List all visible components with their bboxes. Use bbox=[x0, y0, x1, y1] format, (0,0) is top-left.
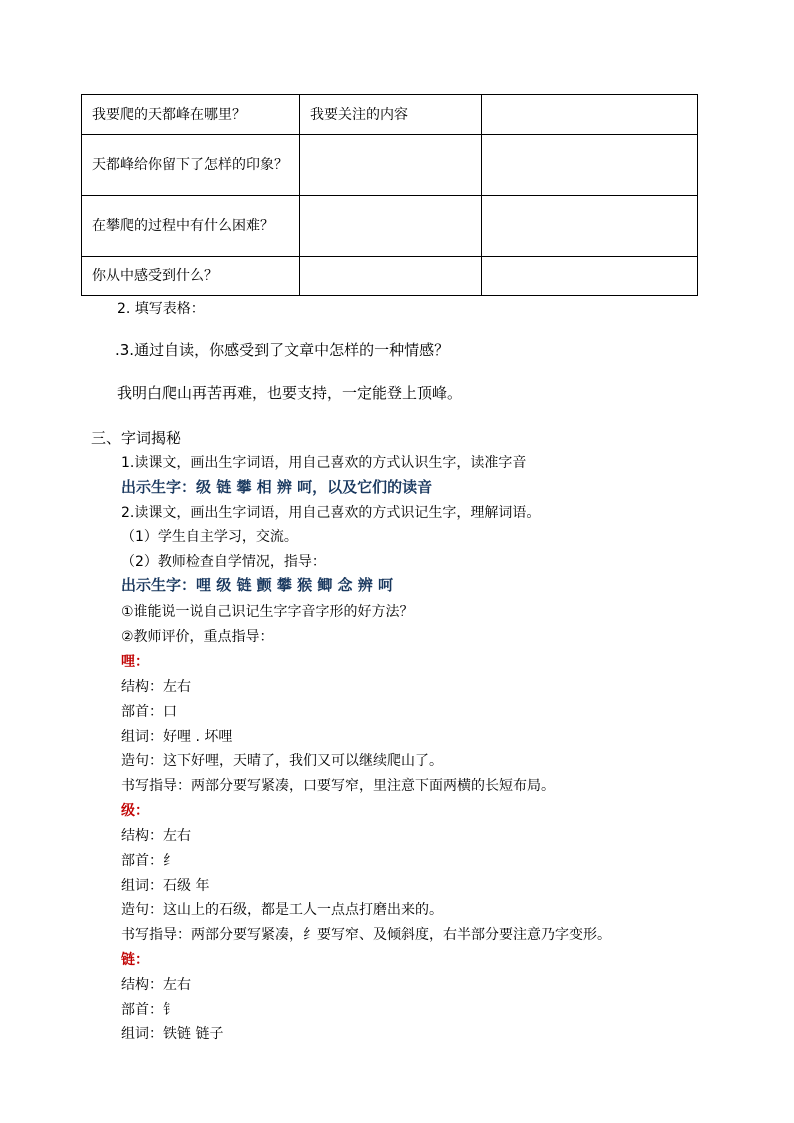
question-3: .3.通过自读，你感受到了文章中怎样的一种情感？ bbox=[115, 341, 450, 359]
show-characters-1: 出示生字：级 链 攀 相 辨 呵，以及它们的读音 bbox=[121, 478, 433, 496]
step-2-2: （2）教师检查自学情况，指导： bbox=[121, 554, 326, 570]
answer-3: 我明白爬山再苦再难，也要支持，一定能登上顶峰。 bbox=[117, 384, 463, 402]
char-line: 书写指导：两部分要写紧凑，纟要写窄、及倾斜度，右半部分要注意乃字变形。 bbox=[121, 927, 611, 943]
char-line: 结构：左右 bbox=[121, 828, 191, 844]
char-line: 结构：左右 bbox=[121, 679, 191, 695]
method-2: ②教师评价，重点指导： bbox=[121, 629, 274, 645]
table-cell bbox=[482, 196, 698, 257]
step-2: 2.读课文，画出生字词语，用自己喜欢的方式识记生字，理解词语。 bbox=[121, 505, 541, 521]
table-cell bbox=[482, 95, 698, 135]
section-heading: 三、字词揭秘 bbox=[91, 429, 182, 447]
table-cell: 天都峰给你留下了怎样的印象？ bbox=[82, 135, 300, 196]
char-line: 组词：石级 年 bbox=[121, 878, 210, 894]
char-heading: 级： bbox=[121, 803, 149, 819]
char-line: 部首：钅 bbox=[121, 1002, 177, 1018]
table-cell: 我要关注的内容 bbox=[300, 95, 482, 135]
table-cell bbox=[482, 257, 698, 296]
table-row bbox=[82, 196, 698, 257]
char-line: 部首：纟 bbox=[121, 853, 177, 869]
table-cell: 你从中感受到什么？ bbox=[82, 257, 300, 296]
fill-table-instruction: 2. 填写表格： bbox=[117, 301, 205, 317]
char-heading: 哩： bbox=[121, 654, 149, 670]
char-line: 组词：好哩 . 坏哩 bbox=[121, 729, 233, 745]
table-row bbox=[82, 135, 698, 196]
table-cell bbox=[300, 135, 482, 196]
step-2-1: （1）学生自主学习，交流。 bbox=[121, 529, 298, 545]
table-row bbox=[82, 95, 698, 135]
table-row bbox=[82, 257, 698, 296]
show-characters-2: 出示生字：哩 级 链 颤 攀 猴 鲫 念 辨 呵 bbox=[121, 576, 394, 594]
char-line: 结构：左右 bbox=[121, 977, 191, 993]
char-line: 造句：这下好哩，天晴了，我们又可以继续爬山了。 bbox=[121, 753, 443, 769]
char-line: 组词：铁链 链子 bbox=[121, 1026, 224, 1042]
table-cell: 我要爬的天都峰在哪里？ bbox=[82, 95, 300, 135]
table-cell bbox=[300, 196, 482, 257]
table-cell bbox=[482, 135, 698, 196]
table-cell bbox=[300, 257, 482, 296]
char-heading: 链： bbox=[121, 952, 149, 968]
char-line: 部首：口 bbox=[121, 704, 177, 720]
table-cell: 在攀爬的过程中有什么困难？ bbox=[82, 196, 300, 257]
step-1: 1.读课文，画出生字词语，用自己喜欢的方式认识生字，读准字音 bbox=[121, 455, 527, 471]
char-line: 书写指导：两部分要写紧凑，口要写窄，里注意下面两横的长短布局。 bbox=[121, 778, 555, 794]
reading-table bbox=[81, 94, 698, 296]
char-line: 造句：这山上的石级，都是工人一点点打磨出来的。 bbox=[121, 902, 443, 918]
method-1: ①谁能说一说自己识记生字字音字形的好方法？ bbox=[121, 604, 414, 620]
